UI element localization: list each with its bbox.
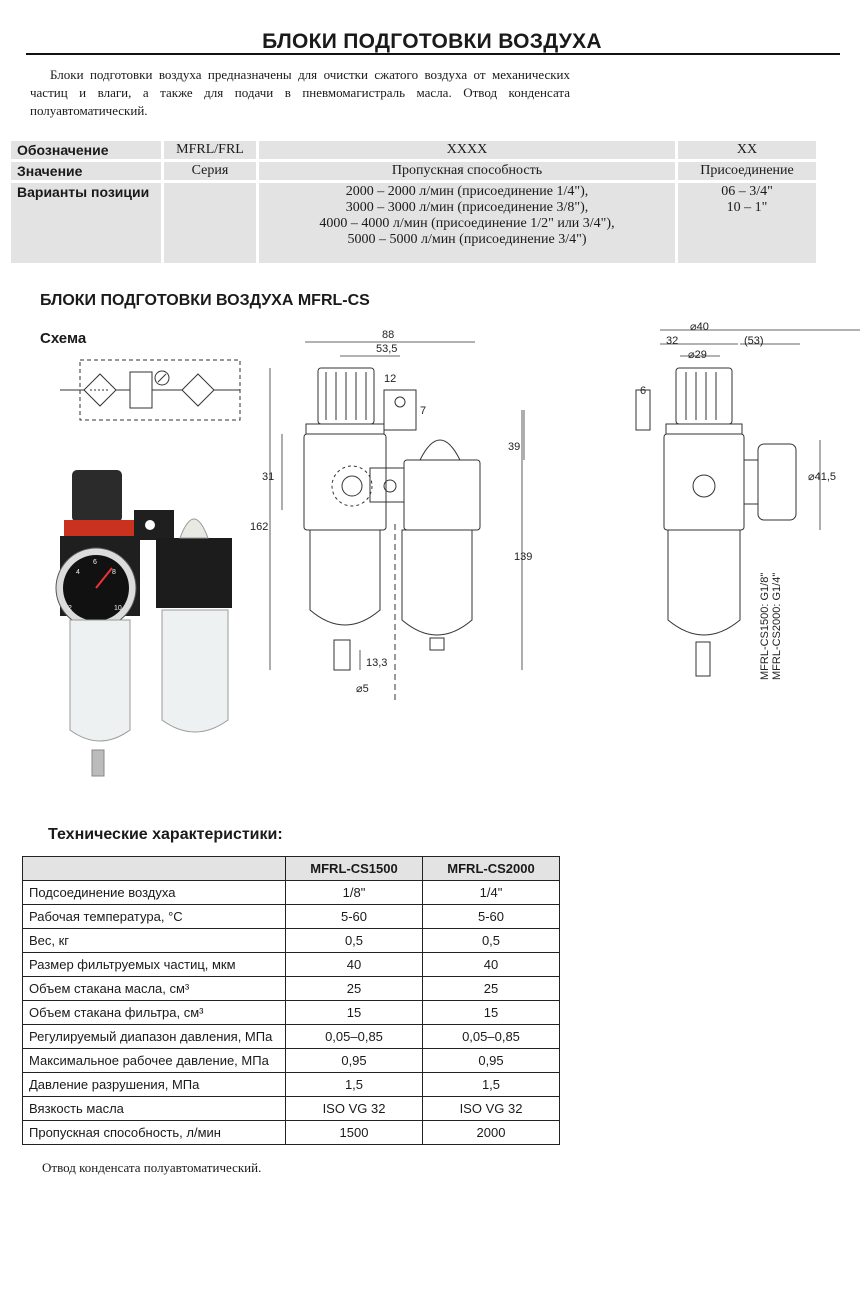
table-row — [11, 183, 816, 263]
table-cell: Пропускная способность — [259, 162, 675, 180]
table-cell — [164, 183, 256, 263]
product-photo — [56, 470, 232, 776]
variants-cell — [259, 183, 675, 263]
gauge-tick: 4 — [76, 569, 80, 576]
dim-label: 13,3 — [366, 657, 388, 669]
table-row — [23, 905, 560, 929]
front-drawing — [304, 368, 480, 700]
table-cell: 1500 — [286, 1121, 423, 1145]
table-cell: XX — [678, 141, 816, 159]
column-header — [23, 857, 286, 881]
connection-line: 10 – 1" — [726, 200, 768, 215]
table-cell: Вязкость масла — [23, 1097, 286, 1121]
intro-paragraph: Блоки подготовки воздуха предназначены для очистки сжатого воздуха от механических частиц и влаги, а также для подачи в пневмомагистраль масла. Отвод конденсата полуавтоматический. — [30, 67, 570, 118]
table-cell: 0,05–0,85 — [423, 1025, 560, 1049]
table-cell: 0,5 — [286, 929, 423, 953]
gauge-tick: 8 — [112, 569, 116, 576]
table-row — [23, 1121, 560, 1145]
dim-label: 31 — [262, 471, 275, 483]
dim-label: ⌀40 — [690, 321, 709, 333]
table-cell: 0,5 — [423, 929, 560, 953]
table-cell: 2000 — [423, 1121, 560, 1145]
table-cell: MFRL/FRL — [164, 141, 256, 159]
table-row — [23, 1025, 560, 1049]
table-cell: 25 — [423, 977, 560, 1001]
connection-line: 06 – 3/4" — [721, 184, 773, 199]
page-title: БЛОКИ ПОДГОТОВКИ ВОЗДУХА — [262, 30, 602, 53]
dim-label: 7 — [420, 405, 427, 417]
thread-note: MFRL-CS2000: G1/4" — [771, 572, 783, 680]
table-cell: 1/4" — [423, 881, 560, 905]
table-row — [23, 953, 560, 977]
variant-line: 4000 – 4000 л/мин (присоединение 1/2" или 3/4"), — [319, 216, 615, 231]
table-cell: 5-60 — [423, 905, 560, 929]
table-cell: 0,95 — [423, 1049, 560, 1073]
table-cell: 25 — [286, 977, 423, 1001]
table-cell: Подсоединение воздуха — [23, 881, 286, 905]
variant-line: 3000 – 3000 л/мин (присоединение 3/8"), — [345, 200, 589, 215]
row-label: Обозначение — [11, 141, 161, 159]
table-header-row — [23, 857, 560, 881]
variant-line: 2000 – 2000 л/мин (присоединение 1/4"), — [345, 184, 589, 199]
dim-label: ⌀5 — [356, 683, 369, 695]
table-cell: 1,5 — [423, 1073, 560, 1097]
table-cell: 0,95 — [286, 1049, 423, 1073]
dim-label: 139 — [514, 551, 533, 563]
dim-label: 39 — [508, 441, 521, 453]
table-row — [23, 1073, 560, 1097]
table-cell: 5-60 — [286, 905, 423, 929]
dim-label: ⌀29 — [688, 349, 707, 361]
row-label: Значение — [11, 162, 161, 180]
table-cell: Присоединение — [678, 162, 816, 180]
drawings — [0, 320, 864, 790]
table-row — [23, 977, 560, 1001]
table-cell: Серия — [164, 162, 256, 180]
dim-label: 6 — [640, 385, 647, 397]
pneumatic-symbol — [60, 360, 240, 420]
gauge-tick: 6 — [93, 559, 97, 566]
row-label: Варианты позиции — [11, 183, 161, 263]
table-row — [23, 881, 560, 905]
variant-line: 5000 – 5000 л/мин (присоединение 3/4") — [347, 232, 587, 247]
dim-label: (53) — [744, 335, 764, 347]
table-row — [23, 1097, 560, 1121]
table-cell: 15 — [423, 1001, 560, 1025]
table-cell: Вес, кг — [23, 929, 286, 953]
dim-label: 12 — [384, 373, 397, 385]
section-title: БЛОКИ ПОДГОТОВКИ ВОЗДУХА MFRL-CS — [40, 292, 370, 309]
scheme-label: Схема — [40, 330, 87, 347]
table-row — [23, 1001, 560, 1025]
connection-cell — [678, 183, 816, 263]
table-cell: 15 — [286, 1001, 423, 1025]
table-cell: Объем стакана масла, см³ — [23, 977, 286, 1001]
table-row — [23, 929, 560, 953]
table-row — [11, 162, 816, 180]
spec-table — [22, 856, 560, 1145]
table-row — [11, 141, 816, 159]
column-header: MFRL-CS1500 — [286, 857, 423, 881]
footnote: Отвод конденсата полуавтоматический. — [42, 1160, 262, 1175]
dim-label: 162 — [250, 521, 269, 533]
table-cell: Регулируемый диапазон давления, МПа — [23, 1025, 286, 1049]
table-cell: Рабочая температура, °С — [23, 905, 286, 929]
table-cell: 40 — [423, 953, 560, 977]
table-cell: Размер фильтруемых частиц, мкм — [23, 953, 286, 977]
table-cell: Давление разрушения, МПа — [23, 1073, 286, 1097]
dim-label: 53,5 — [376, 343, 398, 355]
table-cell: ISO VG 32 — [423, 1097, 560, 1121]
table-cell: 40 — [286, 953, 423, 977]
table-row — [23, 1049, 560, 1073]
table-cell: ISO VG 32 — [286, 1097, 423, 1121]
title-divider — [26, 53, 840, 55]
spec-title: Технические характеристики: — [48, 826, 283, 843]
table-cell: 1/8" — [286, 881, 423, 905]
table-cell: 0,05–0,85 — [286, 1025, 423, 1049]
table-cell: Объем стакана фильтра, см³ — [23, 1001, 286, 1025]
table-cell: XXXX — [259, 141, 675, 159]
designation-table — [8, 138, 819, 266]
dim-label: 88 — [382, 329, 395, 341]
table-cell: 1,5 — [286, 1073, 423, 1097]
column-header: MFRL-CS2000 — [423, 857, 560, 881]
table-cell: Максимальное рабочее давление, МПа — [23, 1049, 286, 1073]
dim-label: 32 — [666, 335, 679, 347]
gauge-tick: 10 — [114, 605, 122, 612]
table-cell: Пропускная способность, л/мин — [23, 1121, 286, 1145]
gauge-tick: 2 — [68, 605, 72, 612]
thread-note: MFRL-CS1500: G1/8" — [759, 572, 771, 680]
dim-label: ⌀41,5 — [808, 471, 837, 483]
